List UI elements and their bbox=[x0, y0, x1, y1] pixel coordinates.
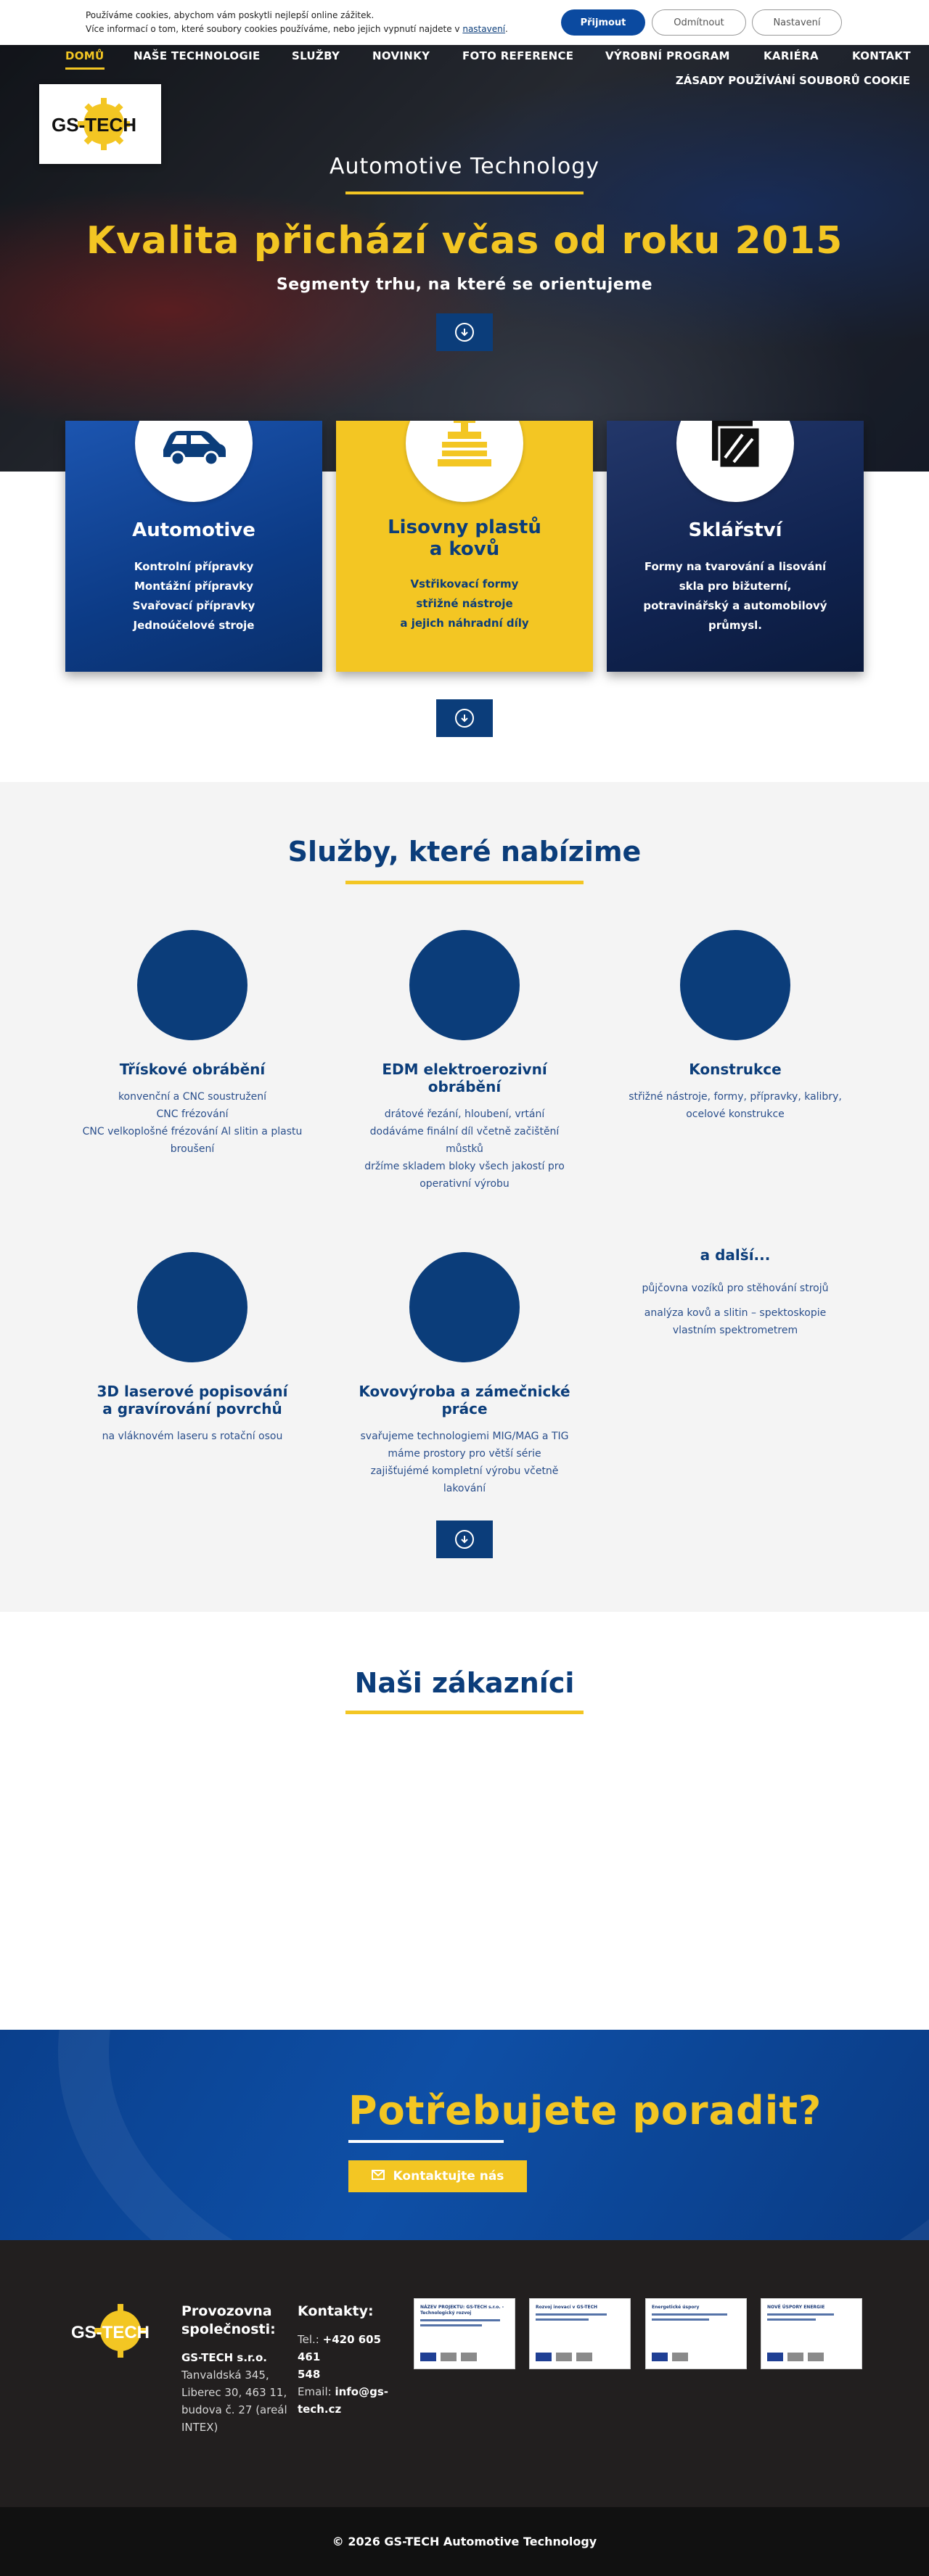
footer-address-heading bbox=[181, 2303, 290, 2339]
cookie-message-line2: Více informací o tom, které soubory cookies používáme, nebo jejich vypnutí najdete v nastavení. bbox=[86, 24, 508, 34]
service-more-line-part: vlastním spektrometrem bbox=[672, 1325, 798, 1336]
service-line: na vláknovém laseru s rotační osou bbox=[102, 1431, 283, 1442]
logo-text: GS-TECH bbox=[52, 114, 136, 136]
hero-kicker: Automotive Technology bbox=[329, 154, 600, 179]
cta-background-swoosh bbox=[58, 2030, 929, 2240]
cookie-settings-button[interactable]: Nastavení bbox=[752, 9, 842, 36]
footer-email-label: Email: bbox=[298, 2385, 332, 2398]
segment-card-glass[interactable] bbox=[607, 421, 864, 672]
segment-line: střižné nástroje bbox=[416, 597, 513, 610]
service-line: dodáváme finální díl včetně začištění bbox=[369, 1126, 560, 1137]
eu-flags bbox=[767, 2353, 856, 2361]
service-line: operativní výrobu bbox=[420, 1178, 509, 1190]
service-more bbox=[612, 1246, 859, 1339]
gs-tech-logo-icon bbox=[46, 95, 155, 153]
segment-lines bbox=[65, 557, 322, 635]
footer-address-line: budova č. 27 (areál bbox=[181, 2403, 287, 2416]
service-title bbox=[341, 1383, 588, 1417]
segment-title-line2: a kovů bbox=[429, 538, 500, 560]
service-image bbox=[137, 1252, 247, 1362]
service-item bbox=[69, 930, 316, 1158]
footer-heading-line: Provozovna bbox=[181, 2303, 272, 2319]
segment-line: skla pro bižuterní, bbox=[679, 580, 792, 593]
arrow-down-icon bbox=[455, 323, 474, 342]
eu-project-poster-title: NÁZEV PROJEKTU: GS-TECH s.r.o. - Technologický rozvoj bbox=[420, 2305, 504, 2316]
service-image bbox=[409, 1252, 520, 1362]
segment-line: potravinářský a automobilový bbox=[643, 599, 827, 612]
service-item bbox=[341, 1252, 588, 1497]
footer-company-name: GS-TECH s.r.o. bbox=[181, 2351, 267, 2364]
scroll-down-button[interactable] bbox=[436, 1521, 493, 1558]
cookie-message bbox=[86, 9, 508, 36]
nav-item-news[interactable]: NOVINKY bbox=[372, 49, 430, 62]
footer-email-value-cont: tech.cz bbox=[298, 2403, 342, 2416]
footer-phone-value-cont: 548 bbox=[298, 2368, 321, 2381]
service-line: CNC velkoplošné frézování Al slitin a plastu bbox=[82, 1126, 303, 1137]
service-item bbox=[69, 1252, 316, 1445]
service-image bbox=[680, 930, 790, 1040]
poster-text-line bbox=[767, 2313, 834, 2316]
eu-project-poster[interactable] bbox=[645, 2298, 747, 2369]
contact-cta-section bbox=[0, 2030, 929, 2240]
accept-cookies-button[interactable]: Přijmout bbox=[561, 9, 645, 36]
service-item bbox=[341, 930, 588, 1193]
service-more-title: a další... bbox=[700, 1246, 771, 1264]
footer-address-line: Liberec 30, 463 11, bbox=[181, 2386, 287, 2399]
customers-section bbox=[0, 1612, 929, 2030]
footer-phone[interactable] bbox=[298, 2331, 406, 2366]
service-description bbox=[69, 1428, 316, 1445]
segment-line: Svařovací přípravky bbox=[132, 599, 255, 612]
footer-address-line: Tanvaldská 345, bbox=[181, 2369, 269, 2382]
footer-contacts-heading: Kontakty: bbox=[298, 2303, 374, 2319]
eu-flags bbox=[652, 2353, 740, 2361]
service-more-line-part: analýza kovů a slitin – spektoskopie bbox=[644, 1307, 827, 1319]
arrow-down-icon bbox=[455, 709, 474, 728]
segment-title: Automotive bbox=[132, 519, 255, 541]
segment-line: a jejich náhradní díly bbox=[400, 617, 529, 630]
copyright-bar: © 2026 GS-TECH Automotive Technology bbox=[0, 2507, 929, 2576]
nav-item-photo-references[interactable]: FOTO REFERENCE bbox=[462, 49, 574, 62]
services-section bbox=[0, 782, 929, 1612]
service-line: lakování bbox=[443, 1483, 486, 1494]
segment-title: Sklářství bbox=[688, 519, 782, 541]
segment-line: Kontrolní přípravky bbox=[134, 560, 254, 573]
footer-logo[interactable] bbox=[70, 2298, 164, 2366]
service-description bbox=[341, 1106, 588, 1193]
hero-section bbox=[0, 45, 929, 472]
segment-line: Jednoúčelové stroje bbox=[133, 619, 255, 632]
nav-item-services[interactable]: SLUŽBY bbox=[292, 49, 340, 62]
service-description bbox=[341, 1428, 588, 1497]
service-image bbox=[409, 930, 520, 1040]
arrow-down-icon bbox=[455, 1530, 474, 1549]
car-icon bbox=[157, 421, 230, 469]
press-icon bbox=[432, 421, 497, 472]
service-line: střižné nástroje, formy, přípravky, kalibry, bbox=[629, 1091, 842, 1103]
segment-line: Formy na tvarování a lisování bbox=[644, 560, 827, 573]
reject-cookies-button[interactable]: Odmítnout bbox=[652, 9, 746, 36]
poster-text-line bbox=[420, 2319, 500, 2321]
segment-icon-circle bbox=[676, 421, 794, 502]
service-description bbox=[69, 1088, 316, 1158]
segment-icon-circle bbox=[406, 421, 523, 502]
poster-text-line bbox=[767, 2318, 816, 2321]
nav-item-contact[interactable]: KONTAKT bbox=[852, 49, 911, 62]
service-title-line1: EDM elektroerozivní bbox=[382, 1061, 547, 1078]
cookie-settings-link[interactable]: nastavení bbox=[462, 24, 506, 34]
services-title-underline bbox=[345, 881, 584, 884]
footer-heading-line: společnosti: bbox=[181, 2321, 276, 2337]
eu-project-poster[interactable] bbox=[414, 2298, 515, 2369]
eu-flags bbox=[536, 2353, 624, 2361]
service-title bbox=[69, 1061, 316, 1078]
eu-project-poster-title: Energetické úspory bbox=[652, 2305, 700, 2310]
service-line: držíme skladem bloky všech jakostí pro bbox=[364, 1161, 565, 1172]
poster-text-line bbox=[536, 2313, 607, 2316]
segment-card-automotive[interactable] bbox=[65, 421, 322, 672]
cookie-message-line1: Používáme cookies, abychom vám poskytli nejlepší online zážitek. bbox=[86, 10, 375, 20]
segment-title bbox=[336, 517, 593, 560]
footer-address-line: INTEX) bbox=[181, 2421, 218, 2434]
envelope-icon bbox=[372, 2169, 385, 2184]
segment-title-line1: Lisovny plastů bbox=[388, 517, 541, 538]
service-title-line2: obrábění bbox=[427, 1078, 502, 1095]
service-description bbox=[612, 1088, 859, 1123]
nav-item-home[interactable]: DOMŮ bbox=[65, 45, 105, 70]
services-title: Služby, které nabízime bbox=[287, 836, 642, 868]
eu-project-poster[interactable] bbox=[761, 2298, 862, 2369]
customers-title: Naši zákazníci bbox=[354, 1667, 575, 1699]
nav-item-production[interactable]: VÝROBNÍ PROGRAM bbox=[605, 49, 730, 62]
service-more-line: půjčovna vozíků pro stěhování strojů bbox=[642, 1283, 829, 1294]
scroll-down-button[interactable] bbox=[436, 313, 493, 351]
footer-address bbox=[181, 2303, 290, 2436]
service-line: konvenční a CNC soustružení bbox=[118, 1091, 267, 1103]
glass-icon bbox=[706, 421, 764, 472]
service-more-line bbox=[612, 1304, 859, 1339]
segment-card-plastics[interactable] bbox=[336, 421, 593, 672]
gs-tech-logo-icon bbox=[70, 2298, 164, 2363]
footer-email-value: info@gs- bbox=[335, 2385, 388, 2398]
eu-project-poster-title: Rozvoj inovací v GS-TECH bbox=[536, 2305, 597, 2310]
poster-text-line bbox=[536, 2318, 589, 2321]
service-line: máme prostory pro větší série bbox=[388, 1448, 541, 1460]
poster-text-line bbox=[420, 2324, 482, 2326]
nav-item-career[interactable]: KARIÉRA bbox=[764, 49, 819, 62]
scroll-down-button[interactable] bbox=[436, 699, 493, 737]
contact-us-button[interactable] bbox=[348, 2160, 527, 2192]
segment-lines bbox=[607, 557, 864, 635]
service-title bbox=[612, 1061, 859, 1078]
cookie-banner bbox=[0, 0, 929, 45]
eu-project-poster[interactable] bbox=[529, 2298, 631, 2369]
service-line: zajišťujémé kompletní výrobu včetně bbox=[370, 1465, 559, 1477]
footer bbox=[0, 2240, 929, 2507]
footer-email[interactable] bbox=[298, 2383, 406, 2400]
hero-subtitle: Segmenty trhu, na které se orientujeme bbox=[276, 276, 653, 294]
footer-phone-value: +420 605 461 bbox=[298, 2333, 382, 2363]
eu-project-poster-title: NOVÉ ÚSPORY ENERGIE bbox=[767, 2305, 825, 2310]
nav-item-technologies[interactable]: NAŠE TECHNOLOGIE bbox=[134, 49, 261, 62]
segment-line: průmysl. bbox=[708, 619, 762, 632]
eu-flags bbox=[420, 2353, 509, 2361]
service-title bbox=[341, 1061, 588, 1095]
segment-icon-circle bbox=[135, 421, 253, 502]
segment-line: Montážní přípravky bbox=[134, 580, 254, 593]
service-title-line1: Konstrukce bbox=[689, 1061, 782, 1078]
poster-text-line bbox=[652, 2318, 709, 2321]
footer-logo-text: GS-TECH bbox=[71, 2323, 150, 2342]
service-line: drátové řezání, hloubení, vrtání bbox=[384, 1108, 545, 1120]
segment-line: Vstřikovací formy bbox=[410, 577, 519, 590]
customers-title-underline bbox=[345, 1711, 584, 1714]
service-image bbox=[137, 930, 247, 1040]
poster-text-line bbox=[652, 2313, 727, 2316]
service-line: můstků bbox=[446, 1143, 483, 1155]
service-line: CNC frézování bbox=[156, 1108, 229, 1120]
service-line: svařujeme technologiemi MIG/MAG a TIG bbox=[360, 1431, 569, 1442]
segment-lines bbox=[336, 575, 593, 633]
footer-phone-label: Tel.: bbox=[298, 2333, 319, 2346]
footer-contacts bbox=[298, 2303, 406, 2418]
service-line: ocelové konstrukce bbox=[686, 1108, 785, 1120]
service-title-line2: práce bbox=[441, 1400, 488, 1417]
cta-underline bbox=[348, 2140, 504, 2143]
service-line: broušení bbox=[170, 1143, 215, 1155]
cookie-message-line2-text: Více informací o tom, které soubory cookies používáme, nebo jejich vypnutí najdete v bbox=[86, 24, 460, 34]
contact-us-label: Kontaktujte nás bbox=[393, 2169, 504, 2184]
main-nav bbox=[0, 45, 929, 87]
cta-title: Potřebujete poradit? bbox=[348, 2088, 822, 2133]
service-title-line2: a gravírování povrchů bbox=[102, 1400, 282, 1417]
hero-kicker-underline bbox=[345, 192, 584, 194]
service-title bbox=[69, 1383, 316, 1417]
service-title-line1: Kovovýroba a zámečnické bbox=[359, 1383, 570, 1400]
nav-item-cookie-policy[interactable]: ZÁSADY POUŽÍVÁNÍ SOUBORŮ COOKIE bbox=[675, 74, 910, 87]
service-title-line1: 3D laserové popisování bbox=[97, 1383, 288, 1400]
hero-title: Kvalita přichází včas od roku 2015 bbox=[86, 219, 843, 263]
site-logo[interactable] bbox=[39, 84, 161, 164]
service-title-line1: Třískové obrábění bbox=[119, 1061, 266, 1078]
service-item bbox=[612, 930, 859, 1123]
